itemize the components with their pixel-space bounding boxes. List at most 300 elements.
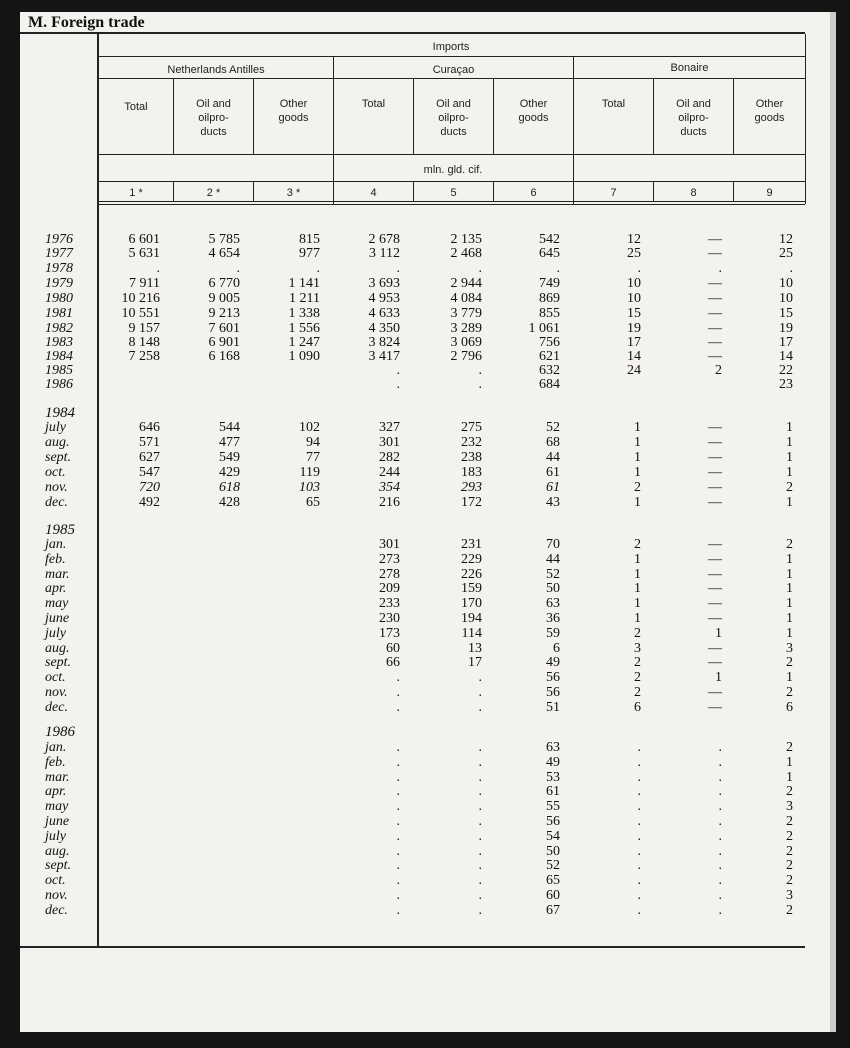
row-label: jan.	[45, 537, 67, 552]
table-cell: 627	[139, 450, 160, 465]
table-cell: 25	[779, 246, 793, 261]
table-cell: .	[236, 261, 240, 276]
table-cell: 2	[786, 655, 793, 671]
table-cell: —	[708, 495, 722, 510]
row-label: dec.	[45, 699, 68, 715]
table-cell: .	[396, 828, 400, 844]
table-cell: —	[708, 465, 722, 480]
row-label: feb.	[45, 754, 66, 770]
table-cell: 94	[306, 435, 320, 450]
table-cell: 2	[786, 858, 793, 874]
table-cell: .	[478, 685, 482, 700]
table-cell: 1 247	[288, 335, 320, 350]
table-cell: 1	[634, 435, 641, 450]
table-cell: .	[556, 261, 560, 276]
table-cell: 2	[634, 537, 641, 552]
table-cell: 815	[299, 232, 320, 247]
table-cell: 3 779	[450, 306, 482, 321]
table-cell: .	[396, 888, 400, 903]
table-cell: 571	[139, 435, 160, 450]
table-cell: 63	[546, 740, 560, 755]
table-cell: 59	[546, 625, 560, 641]
table-cell: .	[478, 784, 482, 800]
table-cell: 3	[786, 640, 793, 656]
table-cell: 15	[779, 306, 793, 321]
table-cell: 68	[546, 435, 560, 450]
column-number: 7	[610, 187, 617, 199]
table-cell: 2 678	[368, 232, 400, 247]
row-label: apr.	[45, 581, 67, 597]
table-cell: 14	[627, 349, 641, 364]
table-cell: .	[396, 769, 400, 785]
table-cell: 2 468	[450, 246, 482, 261]
table-cell: 7 911	[129, 276, 160, 291]
group-netherlands-antilles: Netherlands Antilles	[167, 64, 265, 76]
row-label: aug.	[45, 435, 70, 450]
table-cell: .	[478, 814, 482, 829]
table-cell: 4 633	[368, 306, 400, 321]
table-cell: 2	[634, 480, 641, 495]
table-cell: 103	[299, 480, 320, 495]
table-cell: 1	[786, 670, 793, 686]
table-cell: 2	[634, 625, 641, 641]
table-cell: 17	[468, 655, 482, 671]
table-cell: .	[396, 261, 400, 276]
table-cell: —	[708, 655, 722, 671]
table-cell: 23	[779, 377, 793, 392]
table-cell: .	[718, 799, 722, 815]
table-cell: 6 601	[128, 232, 160, 247]
table-cell: .	[396, 363, 400, 378]
row-label: nov.	[45, 480, 68, 495]
table-cell: 52	[546, 566, 560, 582]
table-cell: 3 693	[368, 276, 400, 291]
rule-right	[805, 34, 806, 204]
table-cell: .	[478, 740, 482, 755]
table-cell: 2	[634, 655, 641, 671]
table-cell: 231	[461, 537, 482, 552]
table-cell: 273	[379, 551, 400, 567]
table-cell: .	[718, 888, 722, 903]
table-cell: 1	[786, 465, 793, 480]
group-curacao: Curaçao	[432, 64, 475, 76]
table-cell: 1	[786, 769, 793, 785]
table-cell: 1	[634, 581, 641, 597]
table-cell: 238	[461, 450, 482, 465]
column-number: 3 *	[286, 187, 301, 199]
table-cell: 209	[379, 581, 400, 597]
table-cell: .	[637, 828, 641, 844]
table-cell: .	[718, 828, 722, 844]
table-cell: 17	[627, 335, 641, 350]
table-cell: 544	[219, 420, 240, 435]
row-label: june	[45, 611, 70, 626]
rule-bottom	[20, 946, 805, 948]
table-cell: .	[637, 888, 641, 903]
table-cell: 10 551	[121, 306, 160, 321]
table-cell: 869	[539, 291, 560, 306]
table-cell: 9 005	[208, 291, 240, 306]
table-cell: 542	[539, 232, 560, 247]
table-cell: 36	[546, 611, 560, 626]
column-header: Oil and oilpro- ducts	[436, 98, 471, 138]
table-cell: .	[396, 699, 400, 715]
table-cell: 2	[786, 873, 793, 889]
table-cell: 10 216	[121, 291, 160, 306]
table-cell: 10	[627, 276, 641, 291]
table-cell: 1	[786, 581, 793, 597]
table-cell: 1	[715, 625, 722, 641]
table-cell: 477	[219, 435, 240, 450]
column-header: Other goods	[278, 98, 309, 124]
table-cell: .	[478, 873, 482, 889]
table-cell: 6 168	[208, 349, 240, 364]
table-cell: .	[478, 377, 482, 392]
table-cell: 49	[546, 655, 560, 671]
row-label: 1985	[45, 363, 73, 378]
table-cell: .	[637, 873, 641, 889]
table-cell: .	[396, 740, 400, 755]
row-label: july	[45, 420, 66, 435]
table-cell: —	[708, 566, 722, 582]
row-label: july	[45, 625, 66, 641]
table-cell: 70	[546, 537, 560, 552]
table-cell: 63	[546, 596, 560, 612]
table-cell: 24	[627, 363, 641, 378]
table-cell: 4 350	[368, 321, 400, 336]
table-cell: .	[396, 754, 400, 770]
table-cell: .	[718, 902, 722, 918]
table-cell: 6	[634, 699, 641, 715]
section-title: M. Foreign trade	[28, 14, 145, 31]
table-cell: 54	[546, 828, 560, 844]
row-label: 1986	[45, 377, 73, 392]
period-heading: 1986	[45, 724, 75, 740]
table-cell: 52	[546, 420, 560, 435]
table-cell: 77	[306, 450, 320, 465]
row-label: oct.	[45, 670, 66, 686]
table-cell: 9 213	[208, 306, 240, 321]
row-label: mar.	[45, 769, 70, 785]
table-cell: 1 090	[288, 349, 320, 364]
table-cell: 429	[219, 465, 240, 480]
page-edge	[830, 12, 836, 1032]
period-heading: 1984	[45, 405, 75, 421]
rule-under-groups	[97, 78, 805, 79]
row-label: oct.	[45, 465, 66, 480]
table-cell: 2	[786, 480, 793, 495]
row-label: mar.	[45, 566, 70, 582]
table-cell: 547	[139, 465, 160, 480]
table-cell: .	[396, 814, 400, 829]
table-cell: 1	[786, 625, 793, 641]
table-cell: —	[708, 596, 722, 612]
table-cell: 14	[779, 349, 793, 364]
table-cell: 632	[539, 363, 560, 378]
table-cell: —	[708, 581, 722, 597]
table-cell: .	[637, 799, 641, 815]
table-cell: —	[708, 435, 722, 450]
table-cell: 1	[786, 754, 793, 770]
table-cell: 1	[634, 596, 641, 612]
table-cell: —	[708, 246, 722, 261]
table-cell: 216	[379, 495, 400, 510]
table-cell: 170	[461, 596, 482, 612]
table-cell: 749	[539, 276, 560, 291]
table-cell: 1	[634, 566, 641, 582]
table-cell: 1	[634, 495, 641, 510]
table-cell: .	[396, 377, 400, 392]
row-label: sept.	[45, 655, 72, 671]
table-cell: 2	[715, 363, 722, 378]
table-cell: .	[718, 740, 722, 755]
table-cell: 3	[634, 640, 641, 656]
table-cell: 2	[634, 670, 641, 686]
table-cell: .	[478, 828, 482, 844]
table-cell: 173	[379, 625, 400, 641]
table-cell: 8 148	[128, 335, 160, 350]
table-cell: 6	[786, 699, 793, 715]
table-cell: 119	[299, 465, 320, 480]
table-cell: —	[708, 420, 722, 435]
table-cell: .	[637, 843, 641, 859]
table-cell: .	[478, 858, 482, 874]
table-cell: .	[478, 363, 482, 378]
rule-under-colnums	[97, 201, 805, 202]
table-cell: —	[708, 450, 722, 465]
table-cell: .	[478, 754, 482, 770]
table-cell: 114	[461, 625, 482, 641]
table-cell: .	[316, 261, 320, 276]
table-cell: 282	[379, 450, 400, 465]
table-cell: 3 824	[368, 335, 400, 350]
table-cell: .	[478, 699, 482, 715]
table-cell: 1 556	[288, 321, 320, 336]
table-cell: .	[637, 740, 641, 755]
table-cell: 49	[546, 754, 560, 770]
table-cell: 65	[546, 873, 560, 889]
unit-label: mln. gld. cif.	[423, 164, 483, 176]
table-cell: 60	[546, 888, 560, 903]
rule-above-colnums	[97, 181, 805, 182]
table-cell: —	[708, 611, 722, 626]
row-label: may	[45, 596, 69, 612]
table-cell: 1 141	[288, 276, 320, 291]
table-cell: .	[396, 873, 400, 889]
column-header: Total	[601, 98, 626, 110]
table-cell: —	[708, 480, 722, 495]
table-cell: 1 061	[528, 321, 560, 336]
table-cell: 3 289	[450, 321, 482, 336]
table-cell: —	[708, 685, 722, 700]
row-label: 1983	[45, 335, 73, 350]
table-cell: 2	[786, 784, 793, 800]
table-cell: 1 211	[289, 291, 320, 306]
table-cell: .	[718, 873, 722, 889]
table-cell: .	[396, 902, 400, 918]
table-cell: 492	[139, 495, 160, 510]
row-label: dec.	[45, 902, 68, 918]
table-cell: 13	[468, 640, 482, 656]
table-cell: 194	[461, 611, 482, 626]
table-cell: 183	[461, 465, 482, 480]
table-cell: 3 112	[369, 246, 400, 261]
table-cell: .	[478, 799, 482, 815]
column-header: Total	[361, 98, 386, 110]
column-number: 6	[530, 187, 537, 199]
table-cell: 1	[715, 670, 722, 686]
table-cell: 12	[627, 232, 641, 247]
table-cell: .	[637, 754, 641, 770]
table-cell: 720	[139, 480, 160, 495]
table-cell: 229	[461, 551, 482, 567]
table-cell: .	[396, 685, 400, 700]
table-cell: .	[718, 769, 722, 785]
table-cell: 25	[627, 246, 641, 261]
table-cell: .	[637, 784, 641, 800]
column-number: 4	[370, 187, 377, 199]
row-label: jan.	[45, 740, 67, 755]
table-cell: 233	[379, 596, 400, 612]
table-cell: 61	[546, 480, 560, 495]
table-cell: 102	[299, 420, 320, 435]
table-cell: 3 069	[450, 335, 482, 350]
table-cell: .	[718, 784, 722, 800]
table-cell: 6 770	[208, 276, 240, 291]
table-cell: 9 157	[128, 321, 160, 336]
row-label: 1978	[45, 261, 73, 276]
table-cell: 1 338	[288, 306, 320, 321]
table-cell: .	[637, 769, 641, 785]
row-label: 1980	[45, 291, 73, 306]
row-label: oct.	[45, 873, 66, 889]
table-cell: 1	[786, 566, 793, 582]
table-cell: 61	[546, 465, 560, 480]
table-cell: 2	[634, 685, 641, 700]
table-cell: —	[708, 699, 722, 715]
table-cell: 53	[546, 769, 560, 785]
table-cell: 65	[306, 495, 320, 510]
table-cell: 3	[786, 888, 793, 903]
table-cell: .	[396, 784, 400, 800]
table-cell: 1	[786, 551, 793, 567]
column-number: 9	[766, 187, 773, 199]
table-cell: 159	[461, 581, 482, 597]
table-cell: 684	[539, 377, 560, 392]
table-cell: 44	[546, 450, 560, 465]
table-cell: 60	[386, 640, 400, 656]
table-cell: 10	[627, 291, 641, 306]
row-label: 1984	[45, 349, 73, 364]
table-cell: .	[478, 843, 482, 859]
table-cell: 278	[379, 566, 400, 582]
table-cell: 66	[386, 655, 400, 671]
rule-group-2	[573, 56, 574, 204]
row-label: aug.	[45, 640, 70, 656]
table-cell: 43	[546, 495, 560, 510]
table-cell: 646	[139, 420, 160, 435]
table-cell: 50	[546, 581, 560, 597]
row-label: sept.	[45, 450, 72, 465]
table-cell: 855	[539, 306, 560, 321]
row-label: 1977	[45, 246, 73, 261]
table-cell: 1	[786, 596, 793, 612]
table-cell: .	[478, 261, 482, 276]
table-cell: 226	[461, 566, 482, 582]
table-cell: .	[789, 261, 793, 276]
table-cell: 1	[634, 420, 641, 435]
table-cell: 4 654	[208, 246, 240, 261]
table-cell: 645	[539, 246, 560, 261]
table-cell: .	[396, 858, 400, 874]
table-cell: 2 796	[450, 349, 482, 364]
row-label: june	[45, 814, 70, 829]
row-label: sept.	[45, 858, 72, 874]
column-number: 5	[450, 187, 457, 199]
table-cell: 56	[546, 685, 560, 700]
table-cell: 3 417	[368, 349, 400, 364]
table-cell: —	[708, 335, 722, 350]
table-cell: 428	[219, 495, 240, 510]
table-cell: 230	[379, 611, 400, 626]
table-cell: —	[708, 551, 722, 567]
imports-heading: Imports	[432, 41, 470, 53]
table-cell: 756	[539, 335, 560, 350]
table-cell: .	[718, 858, 722, 874]
table-cell: 56	[546, 670, 560, 686]
table-cell: —	[708, 537, 722, 552]
row-label: apr.	[45, 784, 67, 800]
table-cell: 621	[539, 349, 560, 364]
row-label: 1979	[45, 276, 73, 291]
rule-body-top	[97, 204, 805, 205]
table-cell: 172	[461, 495, 482, 510]
table-cell: 1	[786, 420, 793, 435]
column-header: Total	[124, 101, 148, 113]
table-cell: 6	[553, 640, 560, 656]
column-header: Oil and oilpro- ducts	[676, 98, 711, 138]
table-cell: 10	[779, 291, 793, 306]
table-cell: .	[478, 888, 482, 903]
table-cell: 275	[461, 420, 482, 435]
row-label: feb.	[45, 551, 66, 567]
row-label: 1976	[45, 232, 73, 247]
table-cell: 244	[379, 465, 400, 480]
period-heading: 1985	[45, 522, 75, 538]
table-cell: 2	[786, 537, 793, 552]
group-bonaire: Bonaire	[670, 62, 709, 74]
rule-top	[20, 32, 805, 34]
table-cell: .	[396, 843, 400, 859]
column-number: 8	[690, 187, 697, 199]
table-cell: 56	[546, 814, 560, 829]
table-cell: 1	[786, 611, 793, 626]
table-cell: 327	[379, 420, 400, 435]
table-cell: .	[718, 754, 722, 770]
table-cell: 2	[786, 902, 793, 918]
table-cell: 6 901	[208, 335, 240, 350]
table-cell: —	[708, 640, 722, 656]
table-cell: 232	[461, 435, 482, 450]
table-cell: 1	[786, 435, 793, 450]
row-label: may	[45, 799, 69, 815]
table-cell: 1	[634, 450, 641, 465]
table-cell: 1	[634, 611, 641, 626]
table-cell: 5 631	[128, 246, 160, 261]
rule-under-imports	[97, 56, 805, 57]
rule-under-colheads	[97, 154, 805, 155]
table-cell: 1	[634, 465, 641, 480]
